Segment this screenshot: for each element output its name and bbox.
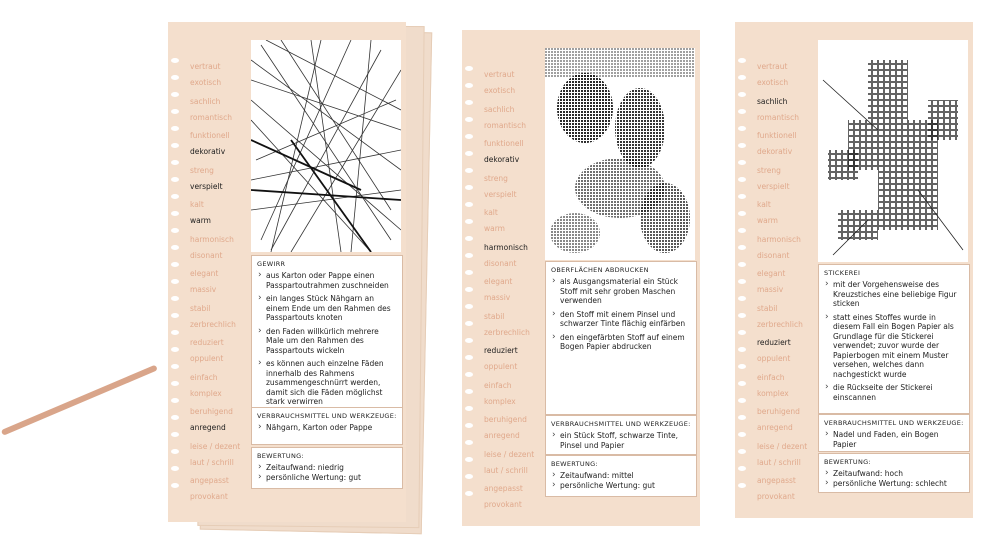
punch-hole xyxy=(465,185,473,190)
tools-heading: VERBRAUCHSMITTEL UND WERKZEUGE: xyxy=(824,419,964,427)
rating-item: › persönliche Wertung: gut xyxy=(257,473,397,483)
attribute-disonant: disonant xyxy=(484,258,517,268)
punch-hole xyxy=(171,347,179,352)
tool-item: › ein Stück Stoff, schwarze Tinte, Pinsel und Papier xyxy=(551,431,691,450)
attribute-zerbrechlich: zerbrechlich xyxy=(190,319,236,329)
fabric-print-image xyxy=(545,48,695,260)
punch-hole xyxy=(171,381,179,386)
punch-hole xyxy=(171,75,179,80)
punch-hole xyxy=(738,330,746,335)
tools-panel xyxy=(545,415,697,455)
attribute-stabil: stabil xyxy=(190,303,211,313)
attribute-anregend: anregend xyxy=(484,431,520,440)
attribute-massiv: massiv xyxy=(484,293,511,302)
attribute-elegant: elegant xyxy=(757,269,786,278)
attribute-angepasst: angepasst xyxy=(484,484,523,493)
attribute-verspielt: verspielt xyxy=(484,189,517,199)
punch-hole xyxy=(171,483,179,488)
tools-heading: VERBRAUCHSMITTEL UND WERKZEUGE: xyxy=(551,420,691,428)
method-card-gewirr xyxy=(168,22,406,522)
punch-hole xyxy=(465,270,473,275)
attribute-anregend: anregend xyxy=(757,423,793,432)
step: › statt eines Stoffes wurde in diesem Fall ein Bogen Papier als Grundlage für die Stickerei verwendet; zuvor wurde der Papierbogen mit einem Muster versehen, welches dann nachgestickt wurde xyxy=(824,313,964,380)
attribute-komplex: komplex xyxy=(484,396,516,406)
attribute-zerbrechlich: zerbrechlich xyxy=(757,319,803,329)
instructions-panel xyxy=(545,261,697,415)
attribute-einfach: einfach xyxy=(757,372,785,382)
tool-item: › Nadel und Faden, ein Bogen Papier xyxy=(824,430,964,449)
punch-hole xyxy=(171,228,179,233)
punch-hole xyxy=(738,92,746,97)
rating-list xyxy=(824,469,964,488)
rating-list xyxy=(551,471,691,490)
punch-hole xyxy=(171,160,179,165)
punch-hole xyxy=(738,228,746,233)
attribute-elegant: elegant xyxy=(484,277,513,286)
punch-hole xyxy=(171,466,179,471)
rating-heading: BEWERTUNG: xyxy=(257,452,304,460)
attribute-beruhigend: beruhigend xyxy=(757,407,800,416)
method-title: STICKEREI xyxy=(824,269,861,277)
attribute-leise-dezent: leise / dezent xyxy=(757,441,808,451)
attribute-laut-schrill: laut / schrill xyxy=(484,465,528,475)
attribute-romantisch: romantisch xyxy=(757,112,799,122)
attribute-funktionell: funktionell xyxy=(190,131,230,140)
step: › mit der Vorgehensweise des Kreuzstiches eine beliebige Figur sticken xyxy=(824,280,964,309)
attribute-dekorativ: dekorativ xyxy=(757,147,793,156)
attribute-sachlich: sachlich xyxy=(484,104,515,114)
attribute-angepasst: angepasst xyxy=(757,476,796,485)
rating-heading: BEWERTUNG: xyxy=(551,460,598,468)
punch-hole xyxy=(465,440,473,445)
punch-hole xyxy=(738,75,746,80)
tools-list xyxy=(257,423,397,433)
attribute-vertraut: vertraut xyxy=(190,62,221,71)
punch-hole xyxy=(738,262,746,267)
step: › es können auch einzelne Fäden innerhalb des Rahmens zusammengeschnürrt werden, damit sich die Fäden möglichst stark verwirren xyxy=(257,359,397,407)
punch-hole xyxy=(465,168,473,173)
tools-list xyxy=(551,431,691,450)
punch-hole xyxy=(738,432,746,437)
attribute-provokant: provokant xyxy=(190,492,228,501)
attribute-oppulent: oppulent xyxy=(484,362,518,371)
punch-hole xyxy=(465,202,473,207)
punch-hole xyxy=(738,245,746,250)
punch-hole xyxy=(171,245,179,250)
attribute-komplex: komplex xyxy=(190,388,222,398)
punch-hole xyxy=(738,466,746,471)
punch-hole xyxy=(465,83,473,88)
attribute-kalt: kalt xyxy=(190,200,204,209)
step: › den eingefärbten Stoff auf einem Bogen Papier abdrucken xyxy=(551,333,691,352)
punch-hole xyxy=(465,287,473,292)
punch-hole xyxy=(171,194,179,199)
attribute-provokant: provokant xyxy=(484,500,522,509)
punch-hole xyxy=(738,279,746,284)
punch-hole xyxy=(171,92,179,97)
rating-item: › persönliche Wertung: gut xyxy=(551,481,691,491)
steps-list xyxy=(551,277,691,352)
attribute-romantisch: romantisch xyxy=(190,112,232,122)
step: › den Stoff mit einem Pinsel und schwarzer Tinte flächig einfärben xyxy=(551,310,691,329)
punch-hole xyxy=(171,262,179,267)
attribute-disonant: disonant xyxy=(757,250,790,260)
thread-tangle-image xyxy=(251,40,401,252)
attribute-warm: warm xyxy=(190,216,211,225)
method-card-stickerei xyxy=(735,22,973,518)
punch-hole xyxy=(465,100,473,105)
punch-hole xyxy=(171,109,179,114)
punch-hole xyxy=(171,313,179,318)
punch-hole xyxy=(738,296,746,301)
attribute-sachlich: sachlich xyxy=(757,96,788,106)
punch-hole xyxy=(465,253,473,258)
punch-hole xyxy=(465,321,473,326)
punch-hole xyxy=(465,338,473,343)
attribute-einfach: einfach xyxy=(484,380,512,390)
punch-hole xyxy=(738,347,746,352)
punch-hole xyxy=(738,483,746,488)
punch-hole xyxy=(465,219,473,224)
punch-hole xyxy=(465,355,473,360)
punch-hole xyxy=(738,364,746,369)
punch-hole xyxy=(171,177,179,182)
attribute-leise-dezent: leise / dezent xyxy=(190,441,241,451)
punch-hole xyxy=(171,211,179,216)
punch-hole xyxy=(738,177,746,182)
attribute-reduziert: reduziert xyxy=(484,346,518,355)
punch-hole xyxy=(738,194,746,199)
punch-hole xyxy=(738,313,746,318)
embroidery-graphic xyxy=(818,40,968,262)
wooden-stick xyxy=(1,365,158,436)
method-title: GEWIRR xyxy=(257,260,286,268)
attribute-reduziert: reduziert xyxy=(757,338,791,347)
tools-list xyxy=(824,430,964,449)
attribute-laut-schrill: laut / schrill xyxy=(190,457,234,467)
punch-hole xyxy=(465,389,473,394)
rating-item: › Zeitaufwand: niedrig xyxy=(257,463,397,473)
punch-hole xyxy=(738,160,746,165)
rating-list xyxy=(257,463,397,482)
attribute-vertraut: vertraut xyxy=(757,62,788,71)
attribute-streng: streng xyxy=(190,165,214,175)
attribute-dekorativ: dekorativ xyxy=(190,147,226,156)
attribute-elegant: elegant xyxy=(190,269,219,278)
attribute-beruhigend: beruhigend xyxy=(190,407,233,416)
embroidery-image xyxy=(818,40,968,262)
attribute-dekorativ: dekorativ xyxy=(484,155,520,164)
attribute-anregend: anregend xyxy=(190,423,226,432)
tools-panel xyxy=(251,407,403,445)
steps-list xyxy=(257,271,397,407)
punch-hole xyxy=(171,296,179,301)
attribute-streng: streng xyxy=(484,173,508,183)
attribute-komplex: komplex xyxy=(757,388,789,398)
punch-hole xyxy=(171,415,179,420)
punch-hole xyxy=(171,364,179,369)
attribute-harmonisch: harmonisch xyxy=(757,234,801,244)
attribute-massiv: massiv xyxy=(190,285,217,294)
attribute-verspielt: verspielt xyxy=(757,181,790,191)
attribute-kalt: kalt xyxy=(757,200,771,209)
attribute-zerbrechlich: zerbrechlich xyxy=(484,327,530,337)
punch-hole xyxy=(738,381,746,386)
punch-hole xyxy=(171,398,179,403)
punch-hole xyxy=(738,109,746,114)
attribute-massiv: massiv xyxy=(757,285,784,294)
rating-heading: BEWERTUNG: xyxy=(824,458,871,466)
punch-hole xyxy=(171,126,179,131)
punch-hole xyxy=(465,134,473,139)
attribute-einfach: einfach xyxy=(190,372,218,382)
punch-hole xyxy=(171,143,179,148)
punch-hole xyxy=(171,279,179,284)
punch-hole xyxy=(171,432,179,437)
punch-hole xyxy=(465,474,473,479)
punch-hole xyxy=(465,151,473,156)
punch-hole xyxy=(738,398,746,403)
punch-hole xyxy=(738,211,746,216)
punch-hole xyxy=(738,143,746,148)
attribute-angepasst: angepasst xyxy=(190,476,229,485)
punch-hole xyxy=(465,406,473,411)
attribute-funktionell: funktionell xyxy=(484,139,524,148)
attribute-leise-dezent: leise / dezent xyxy=(484,449,535,459)
step: › die Rückseite der Stickerei einscannen xyxy=(824,383,964,402)
attribute-romantisch: romantisch xyxy=(484,120,526,130)
attribute-warm: warm xyxy=(484,224,505,233)
rating-panel xyxy=(545,455,697,497)
step: › aus Karton oder Pappe einen Passpartoutrahmen zuschneiden xyxy=(257,271,397,290)
attribute-stabil: stabil xyxy=(484,311,505,321)
attribute-exotisch: exotisch xyxy=(484,86,516,95)
step: › als Ausgangsmaterial ein Stück Stoff mit sehr groben Maschen verwenden xyxy=(551,277,691,306)
tool-item: › Nähgarn, Karton oder Pappe xyxy=(257,423,397,433)
tools-heading: VERBRAUCHSMITTEL UND WERKZEUGE: xyxy=(257,412,397,420)
punch-hole xyxy=(465,491,473,496)
rating-panel xyxy=(251,447,403,489)
punch-hole xyxy=(738,126,746,131)
method-title: OBERFLÄCHEN ABDRUCKEN xyxy=(551,266,649,274)
attribute-funktionell: funktionell xyxy=(757,131,797,140)
method-card-oberflaechen xyxy=(462,30,700,526)
punch-hole xyxy=(465,236,473,241)
tools-panel xyxy=(818,414,970,452)
attribute-oppulent: oppulent xyxy=(757,354,791,363)
punch-hole xyxy=(465,457,473,462)
punch-hole xyxy=(738,58,746,63)
rating-item: › Zeitaufwand: mittel xyxy=(551,471,691,481)
attribute-beruhigend: beruhigend xyxy=(484,415,527,424)
punch-hole xyxy=(171,449,179,454)
rating-panel xyxy=(818,453,970,493)
instructions-panel xyxy=(818,264,970,414)
punch-hole xyxy=(465,423,473,428)
punch-hole xyxy=(171,58,179,63)
step: › ein langes Stück Nähgarn an einem Ende um den Rahmen des Passpartouts knoten xyxy=(257,294,397,323)
thread-tangle-graphic xyxy=(251,40,401,252)
attribute-oppulent: oppulent xyxy=(190,354,224,363)
fabric-print-graphic xyxy=(545,48,695,260)
attribute-harmonisch: harmonisch xyxy=(484,242,528,252)
punch-hole xyxy=(738,449,746,454)
attribute-verspielt: verspielt xyxy=(190,181,223,191)
instructions-panel xyxy=(251,255,403,409)
punch-hole xyxy=(171,330,179,335)
attribute-streng: streng xyxy=(757,165,781,175)
attribute-vertraut: vertraut xyxy=(484,70,515,79)
punch-hole xyxy=(738,415,746,420)
attribute-exotisch: exotisch xyxy=(190,78,222,87)
punch-hole xyxy=(465,66,473,71)
punch-hole xyxy=(465,372,473,377)
step: › den Faden willkürlich mehrere Male um den Rahmen des Passpartouts wickeln xyxy=(257,327,397,356)
punch-hole xyxy=(465,304,473,309)
attribute-exotisch: exotisch xyxy=(757,78,789,87)
attribute-stabil: stabil xyxy=(757,303,778,313)
attribute-provokant: provokant xyxy=(757,492,795,501)
attribute-disonant: disonant xyxy=(190,250,223,260)
rating-item: › persönliche Wertung: schlecht xyxy=(824,479,964,489)
punch-hole xyxy=(465,117,473,122)
attribute-kalt: kalt xyxy=(484,208,498,217)
attribute-warm: warm xyxy=(757,216,778,225)
attribute-sachlich: sachlich xyxy=(190,96,221,106)
attribute-harmonisch: harmonisch xyxy=(190,234,234,244)
attribute-laut-schrill: laut / schrill xyxy=(757,457,801,467)
steps-list xyxy=(824,280,964,402)
attribute-reduziert: reduziert xyxy=(190,338,224,347)
rating-item: › Zeitaufwand: hoch xyxy=(824,469,964,479)
